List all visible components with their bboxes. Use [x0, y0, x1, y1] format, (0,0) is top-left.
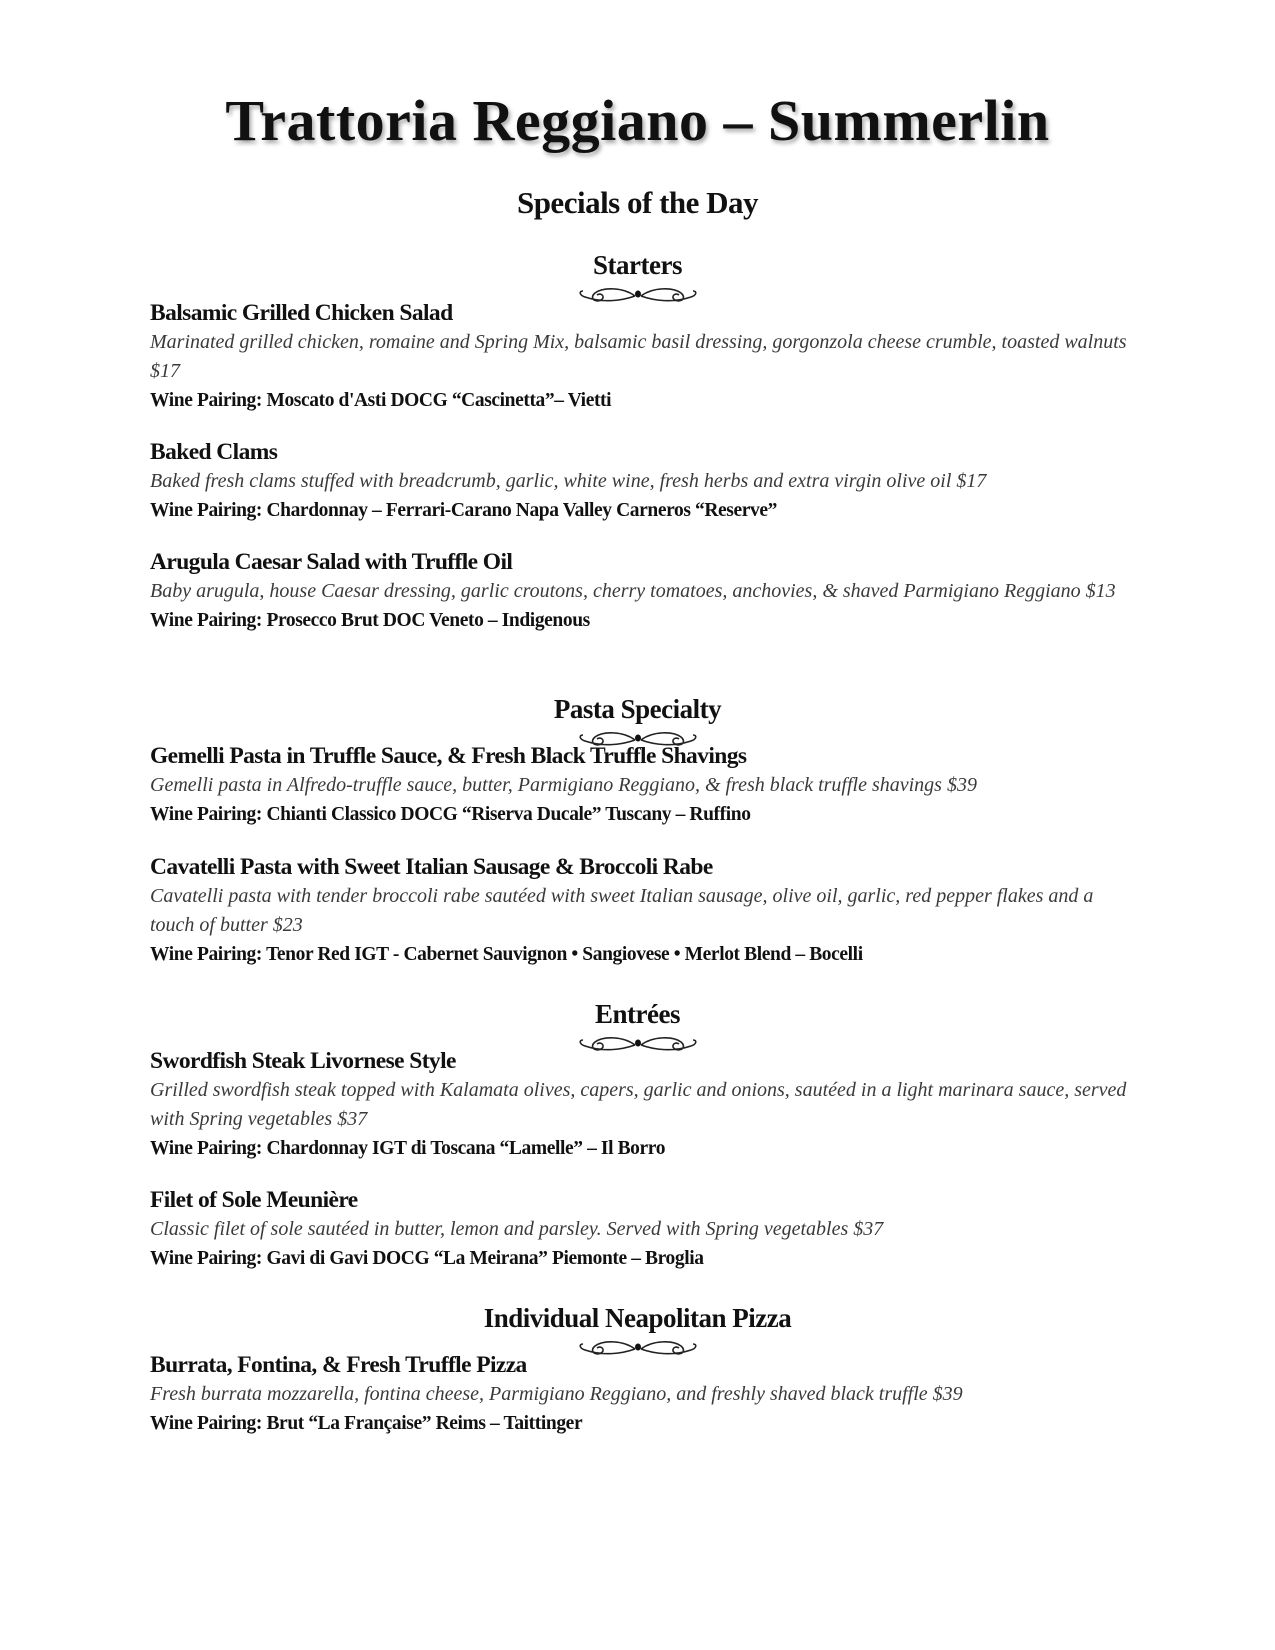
wine-pairing: Wine Pairing: Chardonnay – Ferrari-Carano Napa Valley Carneros “Reserve” — [150, 500, 777, 521]
section-title: Starters — [593, 250, 682, 280]
item-name: Balsamic Grilled Chicken Salad — [150, 300, 453, 326]
item-description: Cavatelli pasta with tender broccoli rabe sautéed with sweet Italian sausage, olive oil, garlic, red pepper flakes and a touch of butter $23 — [150, 885, 1094, 936]
menu-item — [150, 741, 1130, 829]
menu-item — [150, 852, 1130, 969]
wine-pairing: Wine Pairing: Chianti Classico DOCG “Riserva Ducale” Tuscany – Ruffino — [150, 804, 751, 825]
item-name: Swordfish Steak Livornese Style — [150, 1048, 456, 1074]
item-description: Classic filet of sole sautéed in butter, lemon and parsley. Served with Spring vegetables $37 — [150, 1218, 884, 1240]
restaurant-title: Trattoria Reggiano – Summerlin — [225, 88, 1050, 153]
item-description: Baby arugula, house Caesar dressing, garlic croutons, cherry tomatoes, anchovies, & shaved Parmigiano Reggiano $13 — [150, 580, 1116, 602]
section-title: Entrées — [595, 999, 680, 1029]
item-name: Arugula Caesar Salad with Truffle Oil — [150, 549, 513, 575]
menu-item — [150, 1046, 1130, 1163]
item-description: Fresh burrata mozzarella, fontina cheese, Parmigiano Reggiano, and freshly shaved black truffle $39 — [150, 1383, 963, 1405]
item-description: Grilled swordfish steak topped with Kalamata olives, capers, garlic and onions, sautéed in a light marinara sauce, served with Spring vegetables $37 — [150, 1079, 1127, 1130]
wine-pairing: Wine Pairing: Chardonnay IGT di Toscana “Lamelle” – Il Borro — [150, 1138, 666, 1159]
wine-pairing: Wine Pairing: Tenor Red IGT - Cabernet Sauvignon • Sangiovese • Merlot Blend – Bocelli — [150, 944, 863, 965]
wine-pairing: Wine Pairing: Brut “La Française” Reims – Taittinger — [150, 1413, 583, 1434]
wine-pairing: Wine Pairing: Gavi di Gavi DOCG “La Meirana” Piemonte – Broglia — [150, 1248, 704, 1269]
menu-item — [150, 1185, 1130, 1273]
item-name: Baked Clams — [150, 439, 278, 465]
menu-item — [150, 437, 1130, 525]
item-name: Gemelli Pasta in Truffle Sauce, & Fresh Black Truffle Shavings — [150, 743, 747, 769]
menu-item — [150, 547, 1130, 635]
item-name: Filet of Sole Meunière — [150, 1187, 358, 1213]
menu-item — [150, 298, 1130, 415]
item-description: Gemelli pasta in Alfredo-truffle sauce, butter, Parmigiano Reggiano, & fresh black truffle shavings $39 — [150, 774, 977, 796]
item-description: Baked fresh clams stuffed with breadcrumb, garlic, white wine, fresh herbs and extra virgin olive oil $17 — [150, 470, 987, 492]
wine-pairing: Wine Pairing: Prosecco Brut DOC Veneto – Indigenous — [150, 610, 590, 631]
item-name: Cavatelli Pasta with Sweet Italian Sausage & Broccoli Rabe — [150, 854, 713, 880]
item-description: Marinated grilled chicken, romaine and Spring Mix, balsamic basil dressing, gorgonzola cheese crumble, toasted walnuts $17 — [150, 331, 1127, 382]
section-title: Individual Neapolitan Pizza — [483, 1303, 792, 1333]
menu-item — [150, 1350, 1130, 1438]
page-subtitle: Specials of the Day — [516, 185, 759, 220]
section-title: Pasta Specialty — [553, 694, 722, 724]
item-name: Burrata, Fontina, & Fresh Truffle Pizza — [150, 1352, 527, 1378]
wine-pairing: Wine Pairing: Moscato d'Asti DOCG “Cascinetta”– Vietti — [150, 390, 612, 411]
